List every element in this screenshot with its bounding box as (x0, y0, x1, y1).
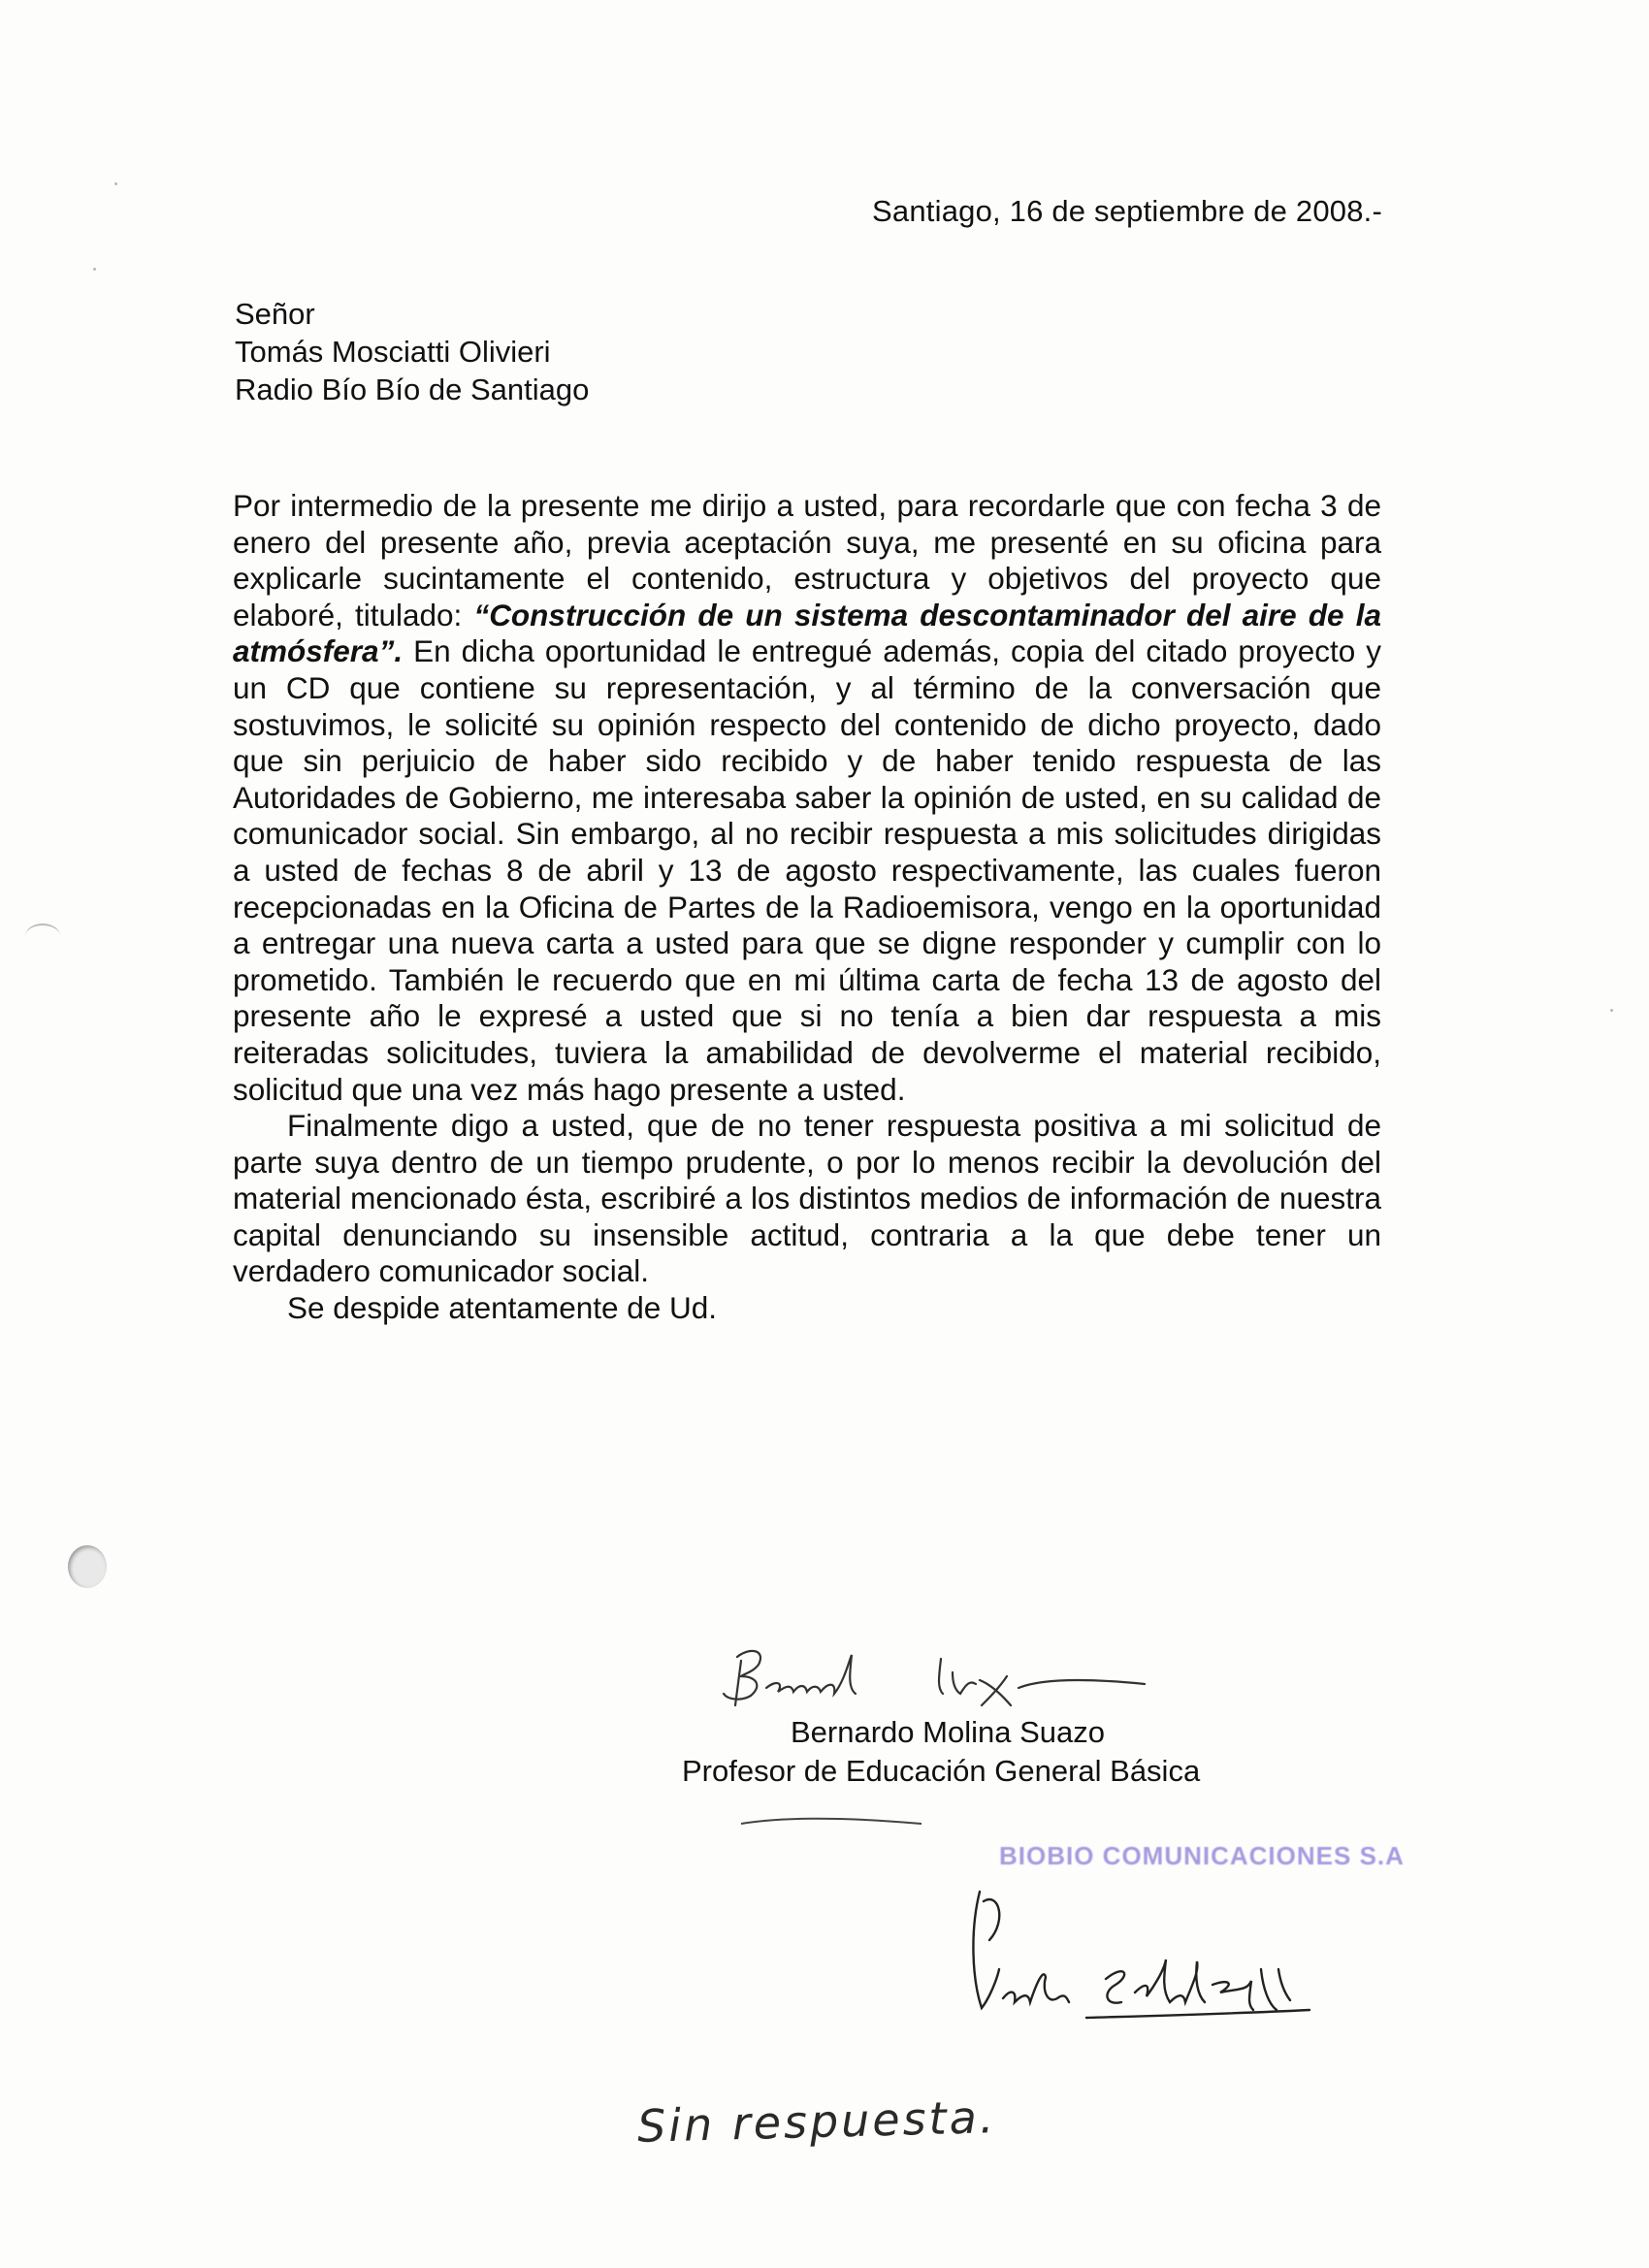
signer-name: Bernardo Molina Suazo (791, 1715, 1105, 1749)
closing-line: Se despide atentamente de Ud. (287, 1290, 718, 1326)
signer-title: Profesor de Educación General Básica (682, 1754, 1201, 1788)
punch-hole-bottom (68, 1545, 107, 1588)
recipient-salutation: Señor (235, 297, 315, 331)
receiver-signature-icon (960, 1882, 1348, 2027)
project-title: “Construcción de un sistema descontaminador del aire de la atmósfera”. (233, 597, 1381, 669)
pen-stroke-icon (737, 1814, 931, 1833)
sender-signature-icon (698, 1637, 1242, 1725)
speck (93, 268, 96, 271)
letter-body (233, 488, 1381, 1327)
receipt-stamp (999, 1841, 1405, 1874)
recipient-organization: Radio Bío Bío de Santiago (235, 373, 590, 406)
punch-hole-top (25, 923, 60, 949)
speck (1610, 1009, 1613, 1012)
paragraph-1-intro: Por intermedio de la presente me dirijo a usted, para recordarle que con fecha 3 de enero del presente año, previa aceptación suya, me presenté en su oficina para explicarle sucintamente el contenido, estructura y objetivos del proyecto que elaboré, titulado: (233, 488, 1381, 632)
letter-date: Santiago, 16 de septiembre de 2008.- (872, 194, 1382, 228)
recipient-block (235, 295, 589, 408)
handwritten-note: Sin respuesta. (636, 2090, 998, 2153)
speck (114, 182, 117, 185)
stamp-text: BIOBIO COMUNICACIONES S.A (999, 1841, 1405, 1870)
paragraph-1 (233, 488, 1381, 1108)
recipient-name: Tomás Mosciatti Olivieri (235, 335, 551, 369)
paragraph-1-rest: En dicha oportunidad le entregué además, copia del citado proyecto y un CD que contiene su representación, y al término de la conversación que sostuvimos, le solicité su opinión respecto del contenido de dicho proyecto, dado que sin perjuicio de haber sido recibido y de haber tenido respuesta de las Autoridades de Gobierno, me interesaba saber la opinión de usted, en su calidad de comunicador social. Sin embargo, al no recibir respuesta a mis solicitudes dirigidas a usted de fechas 8 de abril y 13 de agosto respectivamente, las cuales fueron recepcionadas en la Oficina de Partes de la Radioemisora, vengo en la oportunidad a entregar una nueva carta a usted para que se digne responder y cumplir con lo prometido. También le recuerdo que en mi última carta de fecha 13 de agosto del presente año le expresé a usted que si no tenía a bien dar respuesta a mis reiteradas solicitudes, tuviera la amabilidad de devolverme el material recibido, solicitud que una vez más hago presente a usted. (233, 633, 1381, 1107)
paragraph-2: Finalmente digo a usted, que de no tener respuesta positiva a mi solicitud de parte suya dentro de un tiempo prudente, o por lo menos recibir la devolución del material mencionado ésta, escribiré a los distintos medios de información de nuestra capital denunciando su insensible actitud, contraria a la que debe tener un verdadero comunicador social. (233, 1108, 1381, 1289)
